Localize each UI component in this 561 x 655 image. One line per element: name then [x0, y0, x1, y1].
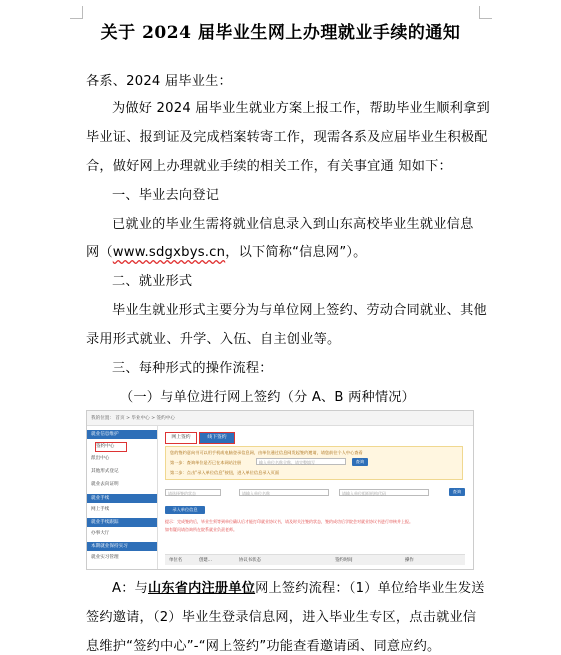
- intro-line-1: 为做好 2024 届毕业生就业方案上报工作，帮助毕业生顺利拿到: [112, 101, 490, 116]
- intro-line-3: 合，做好网上办理就业手续的相关工作，有关事宜通 知如下：: [86, 159, 452, 174]
- notice-line-1: 您的签约意向书可以用手机或电脑登录信息网，由单位通过信息网发起签约邀请，请您前往个人中心查看: [170, 450, 363, 455]
- sidebar-item-online: 网上手续: [91, 507, 110, 512]
- section-2-line-1: 毕业生就业形式主要分为与单位网上签约、劳动合同就业、其他: [112, 303, 487, 318]
- section-a-line-2: 签约邀请，（2）毕业生登录信息网，进入毕业生专区，点击就业信: [86, 610, 477, 625]
- red-note-line-1: 提示：完成签约后，毕业生须等到单位确认后才能打印就业协议书，请及时关注签约状态，签约成功后学院会对就业协议书进行审核并上报。: [165, 519, 413, 524]
- screenshot-sidebar: [87, 426, 158, 569]
- section-3-heading: 三、每种形式的操作流程：: [112, 361, 273, 376]
- section-a-line-1: [112, 577, 485, 596]
- table-header-cell: 签约时间: [335, 558, 353, 563]
- section-a-bold-term: 山东省内注册单位: [148, 581, 256, 596]
- section-1-line-2: [86, 241, 367, 260]
- sidebar-item-dispatch: 派出中心: [91, 456, 110, 461]
- filter-status-select: 请选择签约状态: [165, 489, 221, 496]
- table-header-cell: 协议书状态: [239, 558, 261, 563]
- sidebar-head-info: 就业信息维护: [87, 430, 157, 439]
- filter-query-button: 查询: [449, 488, 465, 496]
- sidebar-item-intern: 就业实习管理: [91, 555, 119, 560]
- section-1-line-1: 已就业的毕业生需将就业信息录入到山东高校毕业生就业信息: [112, 217, 474, 232]
- greeting: 各系、2024 届毕业生：: [86, 74, 232, 89]
- section-2-line-2: 录用形式就业、升学、入伍、自主创业等。: [86, 332, 341, 347]
- screenshot-breadcrumb: 我的位置： 首页 > 毕业中心 > 签约中心: [91, 416, 175, 421]
- sidebar-head-intern: 本期就业保持实习: [87, 542, 157, 551]
- sidebar-head-track: 就业手续跟踪: [87, 518, 157, 527]
- screenshot-main: [159, 426, 471, 569]
- table-header-cell: 单位名: [169, 558, 183, 563]
- filter-code-input: 请输入单位组织机构代码: [339, 489, 429, 496]
- table-header-cell: 创建...: [199, 558, 212, 563]
- section-1-line-2-prefix: 网（: [86, 245, 113, 260]
- screenshot-notice: [165, 446, 463, 480]
- red-note-line-2: 如有疑问请咨询所在院系就业负责老师。: [165, 527, 237, 532]
- sidebar-head-procedure: 就业手续: [87, 494, 157, 503]
- sidebar-item-register: 其他形式登记: [91, 469, 119, 474]
- website-url-link[interactable]: www.sdgxbys.cn: [112, 245, 226, 260]
- tab-online-sign: 网上签约: [165, 432, 197, 444]
- document-title: 关于 2024 届毕业生网上办理就业手续的通知: [100, 23, 461, 43]
- section-2-heading: 二、就业形式: [112, 274, 193, 289]
- notice-unit-input: 输入单位名称全称，请完整填写: [256, 458, 346, 465]
- notice-query-button: 查询: [352, 458, 368, 466]
- tab-offline-sign: 线下签约: [199, 432, 235, 444]
- section-a-prefix: A：与: [112, 581, 148, 596]
- screenshot-topbar: [87, 411, 473, 426]
- screenshot-table-header: [165, 554, 465, 565]
- section-3-subheading: （一）与单位进行网上签约（分 A、B 两种情况）: [120, 390, 416, 405]
- embedded-screenshot: [86, 410, 474, 570]
- section-a-suffix: 网上签约流程：（1）单位给毕业生发送: [255, 581, 485, 596]
- add-unit-button: 录入单位信息: [165, 506, 205, 514]
- section-1-line-2-suffix: ，以下简称“信息网”）。: [225, 245, 367, 260]
- section-a-line-3: 息维护“签约中心”-“网上签约”功能查看邀请函、同意应约。: [86, 639, 441, 654]
- filter-unit-input: 请输入单位名称: [239, 489, 329, 496]
- section-1-heading: 一、毕业去向登记: [112, 188, 220, 203]
- sidebar-item-cert: 就业去向证明: [91, 482, 119, 487]
- table-header-cell: 操作: [405, 558, 414, 563]
- intro-line-2: 毕业证、报到证及完成档案转寄工作，现需各系及应届毕业生积极配: [86, 130, 488, 145]
- notice-step-1: 第一步：查询单位是否已在本网站注册: [170, 460, 242, 465]
- sidebar-item-todo: 办事大厅: [91, 531, 110, 536]
- sidebar-item-sign: 签约中心: [95, 442, 127, 452]
- notice-step-2: 第二步：点击“录入单位信息”按钮，进入单位信息录入页面: [170, 470, 280, 475]
